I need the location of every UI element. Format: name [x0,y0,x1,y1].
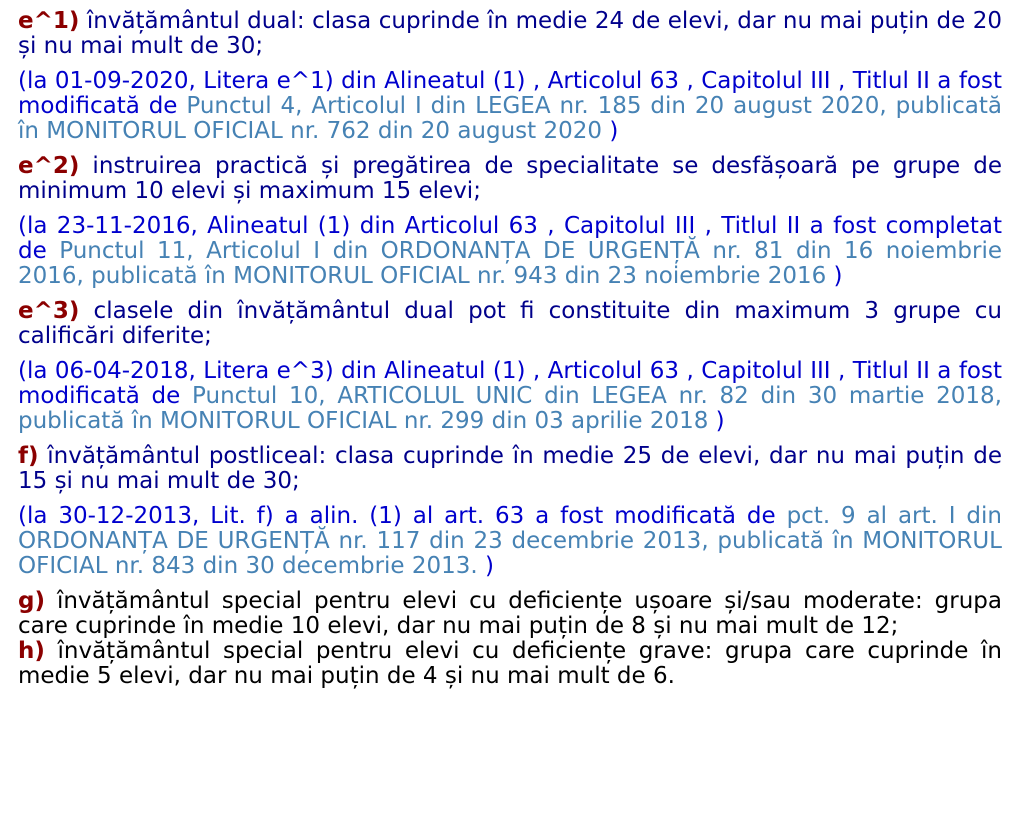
amendment-note-f [18,504,1002,579]
note-suffix: ) [477,553,495,579]
item-marker: e^3) [18,298,80,324]
item-marker: e^2) [18,153,80,179]
note-prefix: (la 23-11-2016, Alineatul (1) din Articolul 63 , Capitolul III , Titlul II a fost completat de [18,213,1002,264]
item-text: instruirea practică și pregătirea de specialitate se desfășoară pe grupe de minimum 10 elevi și maximum 15 elevi; [18,153,1002,204]
item-text: învățământul special pentru elevi cu deficiențe grave: grupa care cuprinde în medie 5 elevi, dar nu mai puțin de 4 și nu mai mult de 6. [18,638,1002,689]
item-text: învățământul dual: clasa cuprinde în medie 24 de elevi, dar nu mai puțin de 20 și nu mai mult de 30; [18,8,1002,59]
item-text: învățământul postliceal: clasa cuprinde în medie 25 de elevi, dar nu mai puțin de 15 și nu mai mult de 30; [18,443,1002,494]
item-marker: f) [18,443,39,469]
amendment-link[interactable]: Punctul 11, Articolul I din ORDONANȚA DE URGENȚĂ nr. 81 din 16 noiembrie 2016, publicată în MONITORUL OFICIAL nr. 943 din 23 noiembrie 2016 [18,238,1002,289]
amendment-link[interactable]: Punctul 4, Articolul I din LEGEA nr. 185 din 20 august 2020, publicată în MONITORUL OFICIAL nr. 762 din 20 august 2020 [18,93,1002,144]
note-prefix: (la 30-12-2013, Lit. f) a alin. (1) al art. 63 a fost modificată de [18,503,787,529]
amendment-note-e1 [18,69,1002,144]
amendment-link[interactable]: pct. 9 al art. I din ORDONANȚA DE URGENȚĂ nr. 117 din 23 decembrie 2013, publicată în MONITORUL OFICIAL nr. 843 din 30 decembrie 2013. [18,503,1002,579]
amendment-link[interactable]: Punctul 10, ARTICOLUL UNIC din LEGEA nr. 82 din 30 martie 2018, publicată în MONITORUL OFICIAL nr. 299 din 03 aprilie 2018 [18,383,1002,434]
item-marker: e^1) [18,8,80,34]
item-e3 [18,299,1002,349]
note-suffix: ) [826,263,843,289]
note-suffix: ) [602,118,619,144]
note-suffix: ) [708,408,725,434]
note-prefix: (la 06-04-2018, Litera e^3) din Alineatul (1) , Articolul 63 , Capitolul III , Titlul II a fost modificată de [18,358,1002,409]
item-h [18,639,1002,689]
amendment-note-e3 [18,359,1002,434]
note-prefix: (la 01-09-2020, Litera e^1) din Alineatul (1) , Articolul 63 , Capitolul III , Titlul II a fost modificată de [18,68,1002,119]
item-marker: h) [18,638,45,664]
item-text: clasele din învățământul dual pot fi constituite din maximum 3 grupe cu calificări diferite; [18,298,1002,349]
item-g [18,589,1002,639]
item-e2 [18,154,1002,204]
item-text: învățământul special pentru elevi cu deficiențe ușoare și/sau moderate: grupa care cuprinde în medie 10 elevi, dar nu mai puțin de 8 și nu mai mult de 12; [18,588,1002,639]
amendment-note-e2 [18,214,1002,289]
item-e1 [18,9,1002,59]
item-f [18,444,1002,494]
item-marker: g) [18,588,45,614]
